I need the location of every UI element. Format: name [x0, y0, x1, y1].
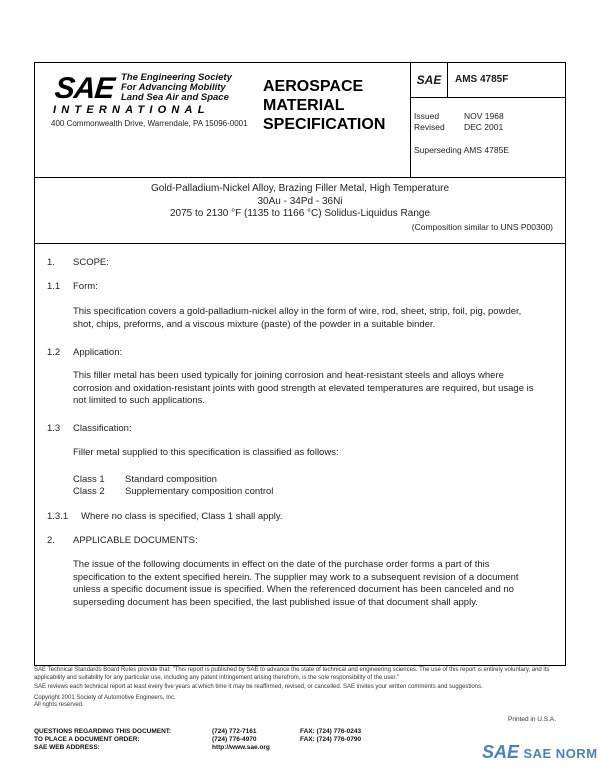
rights: All rights reserved.: [34, 702, 84, 708]
order-row: TO PLACE A DOCUMENT ORDER: (724) 776-4970 FAX: (724) 776-0790: [34, 736, 362, 743]
printed-in: Printed in U.S.A.: [508, 716, 557, 723]
section-2-heading: 2. APPLICABLE DOCUMENTS:: [47, 535, 198, 546]
class-1-row: Class 1 Standard composition: [73, 474, 217, 485]
society-tagline: The Engineering Society For Advancing Mobility Land Sea Air and Space: [121, 72, 232, 103]
review-note: SAE reviews each technical report at least every five years at which time it may be reaffirmed, revised, or cancelled. SAE invites your written comments and suggestions.: [34, 684, 483, 690]
section-1-1-heading: 1.1 Form:: [47, 281, 98, 292]
section-1-heading: 1. SCOPE:: [47, 257, 109, 268]
subject-divider: [35, 243, 565, 244]
section-2-text: The issue of the following documents in effect on the date of the purchase order forms a part of this specification to the extent specified herein. The supplier may work to a subsequent revision of a document unless a specific document issue is specified. When the referenced document has been canceled and no superseding document has been specified, the last published issue of that document shall apply.: [73, 559, 519, 608]
section-1-1-text: This specification covers a gold-palladium-nickel alloy in the form of wire, rod, sheet, strip, foil, pig, powder, shot, chips, preforms, and a viscous mixture (paste) of the powder in a suitable binder.: [73, 306, 522, 330]
section-1-2-heading: 1.2 Application:: [47, 347, 123, 358]
questions-row: QUESTIONS REGARDING THIS DOCUMENT: (724) 772-7161 FAX: (724) 776-0243: [34, 728, 362, 735]
sae-logo-block: [35, 63, 259, 177]
contact-info: [34, 728, 362, 752]
document-header: [35, 63, 565, 178]
spec-page: [34, 62, 566, 666]
composition-note: (Composition similar to UNS P00300): [411, 221, 553, 232]
sae-logo: SAE: [53, 72, 116, 105]
copyright: Copyright 2001 Society of Automotive Engineers, Inc.: [34, 694, 176, 701]
issued-row: Issued NOV 1968: [414, 111, 504, 121]
superseding-note: Superseding AMS 4785E: [414, 145, 509, 155]
sae-address: 400 Commonwealth Drive, Warrendale, PA 15096-0001: [51, 119, 248, 128]
sae-norm-watermark: SAE SAE NORM: [482, 742, 598, 762]
section-1-3-1: 1.3.1 Where no class is specified, Class 1 shall apply.: [47, 511, 283, 522]
document-subject: Gold-Palladium-Nickel Alloy, Brazing Filler Metal, High Temperature 30Au - 34Pd - 36Ni 2075 to 2130 °F (1135 to 1166 °C) Solidus-Liquidus Range (Composition similar to UNS P00300): [35, 183, 565, 233]
document-type: AEROSPACE MATERIAL SPECIFICATION: [263, 78, 386, 133]
sae-web-link[interactable]: http://www.sae.org: [212, 744, 270, 751]
document-info: [410, 63, 566, 177]
web-row: SAE WEB ADDRESS: http://www.sae.org: [34, 744, 270, 751]
section-1-2-text: This filler metal has been used typically for joining corrosion and heat-resistant steels and alloys where corrosion and oxidation-resistant joints with good strength at elevated temperatures are required, but usage is not limited to such applications.: [73, 370, 534, 406]
revised-row: Revised DEC 2001: [414, 122, 504, 132]
document-number: AMS 4785F: [455, 74, 509, 85]
section-1-3-heading: 1.3 Classification:: [47, 423, 132, 434]
sae-small-logo: SAE: [411, 63, 448, 97]
international-wordmark: INTERNATIONAL: [53, 104, 210, 116]
document-footer: [34, 667, 566, 710]
section-1-3-text: Filler metal supplied to this specification is classified as follows:: [73, 447, 339, 458]
disclaimer: SAE Technical Standards Board Rules provide that: "This report is published by SAE to advance the state of technical and engineering sciences. The use of this report is entirely voluntary, and its applicability and suitability for any particular use, including any patent infringement arising therefrom, is the sole responsibility of the user.": [34, 667, 550, 681]
class-2-row: Class 2 Supplementary composition control: [73, 486, 274, 497]
